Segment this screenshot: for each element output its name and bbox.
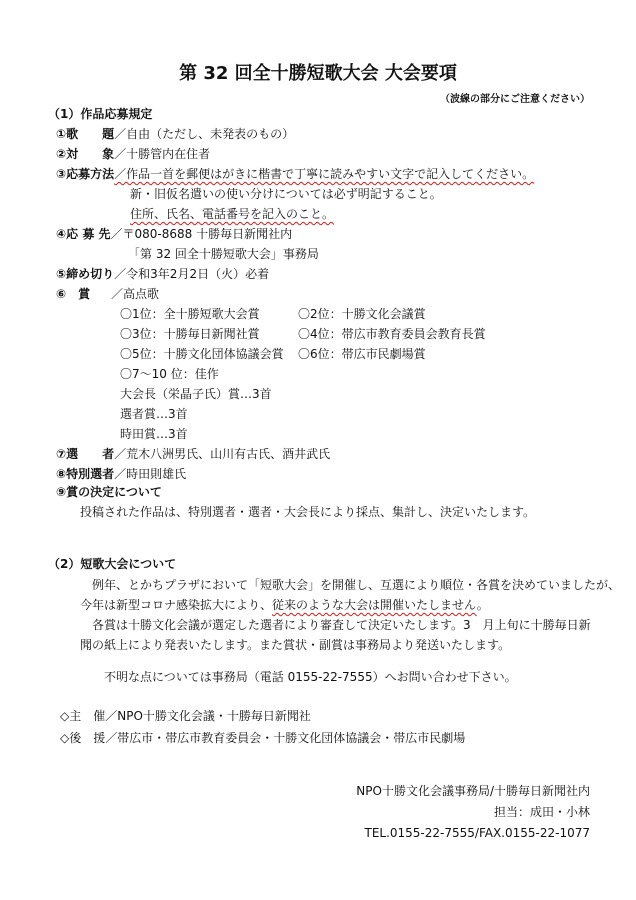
section2-line2-a: 今年は新型コロナ感染拡大により、	[80, 598, 273, 612]
section2-heading: （2）短歌大会について	[48, 557, 177, 571]
prize-rank-3: 〇3位：十勝毎日新聞社賞	[120, 327, 260, 341]
rule-deadline-label: ⑤締め切り	[56, 267, 115, 281]
rule-deadline-value: ／令和3年2月2日（火）必着	[114, 267, 270, 281]
rule-song-label: ①歌 題	[56, 127, 115, 141]
section1-heading: （1）作品応募規定	[48, 107, 153, 121]
rule-judges-value: ／荒木八洲男氏、山川有古氏、酒井武氏	[114, 447, 331, 461]
rule-special-value: ／時田則雄氏	[114, 467, 187, 481]
rule-target	[56, 146, 210, 162]
page-title: 第 32 回全十勝短歌大会 大会要項	[179, 63, 457, 84]
rule-special	[56, 466, 186, 482]
rule-address-value: ／〒080-8688 十勝毎日新聞社内	[110, 227, 293, 241]
prize-rank-6: 〇6位：帯広市民劇場賞	[298, 347, 426, 361]
section2-paragraph-line4: 聞の紙上により発表いたします。また賞状・副賞は事務局より発送いたします。	[80, 638, 511, 652]
rule-method-label: ③応募方法	[56, 167, 115, 181]
inquiry-text: 不明な点については事務局（電話 0155-22-7555）へお問い合わせ下さい。	[104, 670, 517, 684]
section2-line2-emphasis: 従来のような大会は開催いたしません	[272, 598, 477, 612]
rule-method	[56, 166, 534, 182]
rule-target-label: ②対 象	[56, 147, 115, 161]
section2-paragraph-line2	[80, 597, 489, 613]
prize-rank-1: 〇1位：全十勝短歌大会賞	[120, 307, 260, 321]
rule-decision-label: ⑨賞の決定について	[56, 485, 162, 499]
rule-target-value: ／十勝管内在住者	[114, 147, 211, 161]
rule-address	[56, 226, 292, 242]
host-line: ◇主 催／NPO十勝文化会議・十勝毎日新聞社	[60, 709, 311, 723]
rule-song-value: ／自由（ただし、未発表のもの）	[114, 127, 295, 141]
prize-rank-4: 〇4位：帯広市教育委員会教育長賞	[298, 327, 486, 341]
prize-tokita: 時田賞…3首	[120, 427, 188, 441]
rule-prizes-label: ⑥ 賞	[56, 287, 91, 301]
rule-decision-text: 投稿された作品は、特別選者・選者・大会長により採点、集計し、決定いたします。	[80, 505, 536, 519]
section2-paragraph-line3: 各賞は十勝文化会議が選定した選者により審査して決定いたします。3 月上旬に十勝毎日新	[92, 618, 591, 632]
caution-note: （波線の部分にご注意ください）	[440, 94, 590, 105]
contact-office: NPO十勝文化会議事務局/十勝毎日新聞社内	[356, 784, 590, 798]
prize-rank-7-10: 〇7～10 位：佳作	[120, 367, 219, 381]
rule-judges	[56, 446, 330, 462]
rule-deadline	[56, 266, 269, 282]
section2-paragraph-line1: 例年、とかちプラザにおいて「短歌大会」を開催し、互選により順位・各賞を決めていましたが、	[92, 578, 621, 592]
rule-address-line2: 「第 32 回全十勝短歌大会」事務局	[128, 247, 319, 261]
contact-tel-fax: TEL.0155-22-7555/FAX.0155-22-1077	[364, 826, 590, 840]
prize-selector: 選者賞…3首	[120, 407, 188, 421]
section2-line2-c: 。	[476, 598, 489, 612]
prize-rank-2: 〇2位：十勝文化会議賞	[298, 307, 426, 321]
rule-method-line3: 住所、氏名、電話番号を記入のこと。	[130, 207, 335, 221]
prize-chair: 大会長（栄晶子氏）賞…3首	[120, 387, 272, 401]
rule-song	[56, 126, 294, 142]
rule-judges-label: ⑦選 者	[56, 447, 115, 461]
prize-rank-5: 〇5位：十勝文化団体協議会賞	[120, 347, 284, 361]
rule-special-label: ⑧特別選者	[56, 467, 115, 481]
rule-prizes-value: ／高点歌	[111, 287, 160, 301]
rule-method-line2: 新・旧仮名遣いの使い分けについては必ず明記すること。	[130, 187, 442, 201]
support-line: ◇後 援／帯広市・帯広市教育委員会・十勝文化団体協議会・帯広市民劇場	[60, 731, 466, 745]
rule-method-value: ／作品一首を郵便はがきに楷書で丁寧に読みやすい文字で記入してください。	[114, 167, 535, 181]
rule-prizes	[56, 286, 159, 302]
contact-person: 担当：成田・小林	[493, 805, 590, 819]
rule-address-label: ④応 募 先	[56, 227, 111, 241]
